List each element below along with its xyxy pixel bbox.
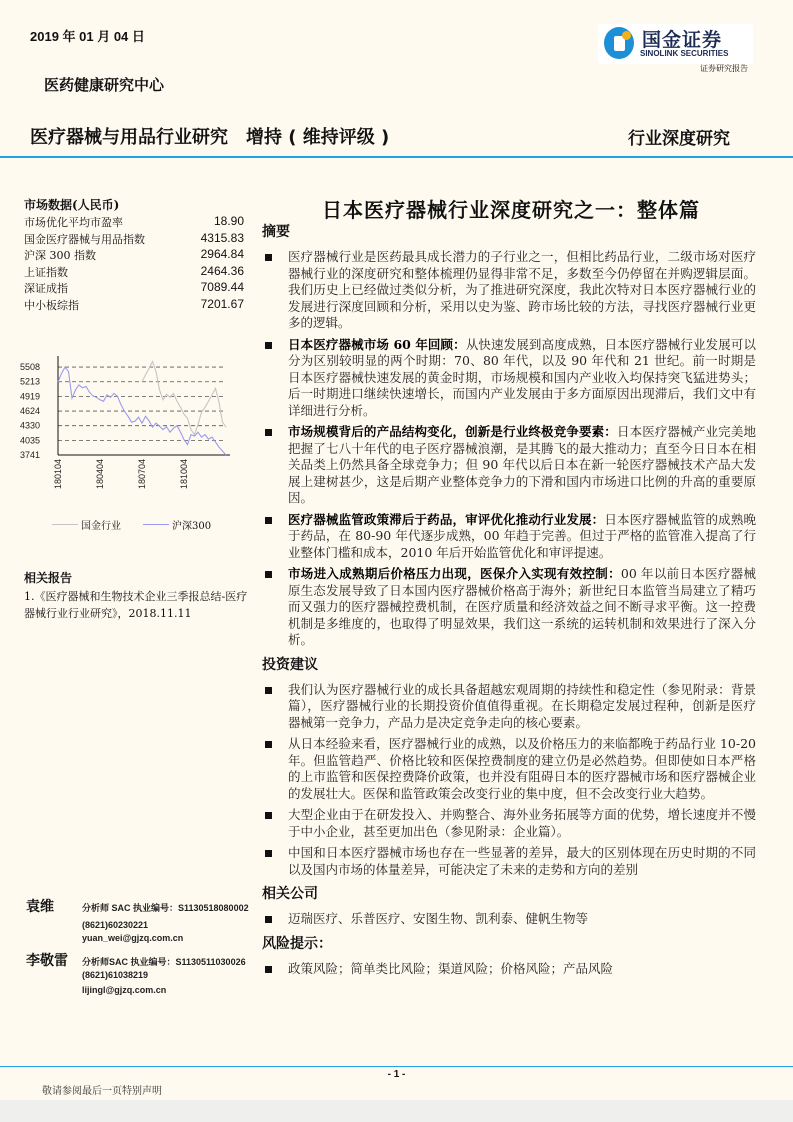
market-data-label: 中小板综指 bbox=[24, 298, 79, 312]
legend-swatch-icon bbox=[52, 524, 78, 525]
bullet-text: 政策风险；简单类比风险；渠道风险；价格风险；产品风险 bbox=[288, 960, 614, 976]
logo-cn: 国金证券 bbox=[642, 29, 723, 51]
abstract-list bbox=[262, 249, 756, 649]
market-data-label: 深证成指 bbox=[24, 282, 68, 295]
related-report-link[interactable]: 1.《医疗器械和生物技术企业三季报总结-医疗器械行业行业研究》，2018.11.11 bbox=[24, 590, 248, 620]
disclaimer-note: 敬请参阅最后一页特别声明 bbox=[42, 1086, 162, 1097]
chart-legend bbox=[52, 517, 211, 532]
report-title: 日本医疗器械行业深度研究之一：整体篇 bbox=[322, 198, 700, 222]
companies-list bbox=[262, 911, 756, 928]
analyst-info bbox=[82, 902, 254, 945]
analyst-phone: (8621)61038219 bbox=[82, 970, 149, 980]
market-data-label: 国金医疗器械与用品指数 bbox=[24, 232, 145, 246]
market-data-row bbox=[24, 231, 244, 247]
logo-en: SINOLINK SECURITIES bbox=[640, 49, 729, 58]
x-tick-label: 181004 bbox=[179, 459, 189, 490]
market-data-value: 2964.84 bbox=[200, 247, 244, 261]
market-data-row bbox=[24, 264, 244, 280]
market-data-value: 7089.44 bbox=[200, 280, 244, 294]
bullet-text: 00 年以前日本医疗器械原生态发展导致了日本国内医疗器械价格高于海外；新世纪日本监管当局建立了精巧而又强力的医疗器械控费机制，在医疗质量和经济效益之间不断寻求平衡。这一控费机制是多维度的，也取得了明显效果，我们这一系统的运转机制和效果进行了深入分析。 bbox=[288, 566, 756, 647]
market-data-label: 上证指数 bbox=[24, 265, 68, 279]
bullet-text: 从快速发展到高度成熟，日本医疗器械行业发展可以分为区别较明显的两个时期：70、80 年代，以及 90 年代和 21 世纪。前一时期是日本医疗器械快速发展的黄金时期，市场规模和国内产业收入均保持突飞猛进势头；后一时期进口继续快速增长，而国内产业发展由于多方面原因出现滞后，我们文中有详细进行分析。 bbox=[288, 336, 756, 418]
market-data-row bbox=[24, 297, 244, 313]
bullet-item bbox=[262, 682, 756, 732]
bullet-lead: 医疗器械监管政策滞后于药品，审评优化推动行业发展： bbox=[288, 511, 605, 527]
analyst-cert: 分析师SAC 执业编号：S1130511030026 bbox=[82, 957, 246, 967]
analyst-info bbox=[82, 956, 254, 997]
abstract-heading: 摘要 bbox=[262, 224, 290, 240]
bullet-text: 日本医疗器械监管的成熟晚于药品，在 80-90 年代逐步成熟，00 年趋于完善。但过于严格的监管准入提高了行业整体门槛和成本，2010 年后开始监管优化和审评提速。 bbox=[288, 511, 756, 560]
header-divider bbox=[0, 156, 793, 158]
bullet-text: 迈瑞医疗、乐普医疗、安图生物、凯利泰、健帆生物等 bbox=[288, 911, 589, 926]
page-number: - 1 - bbox=[387, 1069, 406, 1080]
index-chart bbox=[18, 352, 238, 502]
main-column bbox=[262, 222, 756, 983]
bullet-lead: 市场进入成熟期后价格压力出现，医保介入实现有效控制： bbox=[288, 566, 621, 581]
bullet-item bbox=[262, 424, 756, 507]
risk-heading: 风险提示： bbox=[262, 935, 332, 952]
investment-heading: 投资建议 bbox=[262, 656, 318, 673]
bullet-item bbox=[262, 807, 756, 840]
report-date: 2019 年 01 月 04 日 bbox=[30, 29, 145, 44]
bullet-item bbox=[262, 337, 756, 420]
analyst-email[interactable]: lijingl@gjzq.com.cn bbox=[82, 985, 167, 995]
x-tick-label: 180404 bbox=[95, 459, 105, 490]
y-tick-label: 5508 bbox=[20, 362, 41, 373]
market-data-title: 市场数据(人民币) bbox=[24, 198, 120, 212]
legend-swatch-icon bbox=[143, 524, 169, 525]
logo-subtitle: 证券研究报告 bbox=[700, 64, 748, 73]
market-data-row bbox=[24, 280, 244, 296]
analyst-cert: 分析师 SAC 执业编号：S1130518080002 bbox=[82, 903, 249, 913]
department: 医药健康研究中心 bbox=[44, 76, 165, 94]
risk-list bbox=[262, 961, 756, 978]
x-tick-label: 180704 bbox=[137, 459, 147, 490]
market-data-value: 7201.67 bbox=[200, 296, 244, 311]
bullet-lead: 日本医疗器械市场 60 年回顾： bbox=[288, 336, 466, 352]
company-logo bbox=[598, 24, 753, 64]
bullet-item bbox=[262, 911, 756, 928]
bullet-text: 日本医疗器械产业完美地把握了七八十年代的电子医疗器械浪潮，是其腾飞的最大推动力；直至今日日本在相关品类上仍然具备全球竞争力；但 90 年代以后日本在新一轮医疗器械技术产品大发展上建树甚少，这是后期产业整体竞争力的下滑和国内市场进口比例的升高的重要原因。 bbox=[288, 424, 756, 505]
related-reports-title: 相关报告 bbox=[24, 571, 73, 585]
legend-item bbox=[52, 517, 121, 532]
market-data-row bbox=[24, 214, 244, 230]
analyst-name: 袁维 bbox=[26, 899, 54, 915]
analyst-phone: (8621)60230221 bbox=[82, 920, 149, 930]
bullet-item bbox=[262, 249, 756, 332]
bullet-item bbox=[262, 566, 756, 649]
bullet-item bbox=[262, 512, 756, 562]
y-tick-label: 5213 bbox=[20, 376, 41, 387]
footer-divider bbox=[0, 1066, 793, 1067]
bullet-item bbox=[262, 736, 756, 802]
market-data-label: 沪深 300 指数 bbox=[24, 249, 96, 262]
companies-heading: 相关公司 bbox=[262, 886, 318, 902]
investment-list bbox=[262, 682, 756, 879]
bullet-item bbox=[262, 845, 756, 878]
y-tick-label: 4035 bbox=[20, 435, 41, 446]
x-tick-label: 180104 bbox=[53, 459, 63, 490]
analyst-name: 李敬雷 bbox=[26, 953, 68, 969]
market-data-value: 4315.83 bbox=[200, 230, 244, 245]
sector-rating: 医疗器械与用品行业研究 增持 ( 维持评级 ) bbox=[30, 127, 390, 148]
legend-label: 国金行业 bbox=[81, 521, 121, 532]
bullet-text: 我们认为医疗器械行业的成长具备超越宏观周期的持续性和稳定性（参见附录：背景篇），医疗器械行业的长期投资价值值得重视。在长期稳定发展过程种，创新是医疗器械第一竞争力，产品力是决定竞争走向的核心要素。 bbox=[288, 681, 756, 730]
logo-mark-icon bbox=[604, 27, 634, 59]
market-data-row bbox=[24, 247, 244, 263]
bullet-text: 从日本经验来看，医疗器械行业的成熟，以及价格压力的来临都晚于药品行业 10-20 年。但监管趋严、价格比较和医保控费制度的建立仍是必然趋势。但即使如日本严格的上市监管和医保控费降价政策，也并没有阻碍日本的医疗器械市场和医疗器械企业的发展壮大。医保和监管政策会改变行业的集中度，但不会改变行业大趋势。 bbox=[288, 736, 756, 801]
analyst-email[interactable]: yuan_wei@gjzq.com.cn bbox=[82, 933, 184, 943]
y-tick-label: 4624 bbox=[20, 406, 41, 417]
legend-item bbox=[143, 517, 211, 532]
legend-label: 沪深300 bbox=[172, 521, 212, 532]
bullet-item bbox=[262, 961, 756, 978]
report-type: 行业深度研究 bbox=[628, 129, 730, 149]
bullet-text: 医疗器械行业是医药最具成长潜力的子行业之一，但相比药品行业，二级市场对医疗器械行业的深度研究和整体梳理仍显得非常不足，多数至今仍停留在并购逻辑层面。我们历史上已经做过类似分析，为了推进研究深度，我此次特对日本医疗器械行业的发展进行深度回顾和分析，采用以史为鉴、跨市场比较的方法，寻找医疗器械行业更多的逻辑。 bbox=[288, 249, 756, 330]
y-tick-label: 4330 bbox=[20, 420, 41, 431]
bullet-text: 大型企业由于在研发投入、并购整合、海外业务拓展等方面的优势，增长速度并不慢于中小企业，甚至更加出色（参见附录：企业篇）。 bbox=[288, 807, 756, 839]
y-tick-label: 4919 bbox=[20, 391, 41, 402]
bullet-text: 中国和日本医疗器械市场也存在一些显著的差异，最大的区别体现在历史时期的不同以及国内市场的体量差异，可能决定了未来的走势和方向的差别 bbox=[288, 845, 756, 877]
market-data-value: 2464.36 bbox=[200, 263, 244, 278]
bullet-lead: 市场规模背后的产品结构变化，创新是行业终极竞争要素： bbox=[288, 424, 617, 439]
market-data-value: 18.90 bbox=[213, 214, 244, 228]
y-tick-label: 3741 bbox=[20, 450, 41, 460]
market-data-label: 市场优化平均市盈率 bbox=[24, 216, 123, 229]
series-line-guojin-industry bbox=[142, 361, 226, 434]
